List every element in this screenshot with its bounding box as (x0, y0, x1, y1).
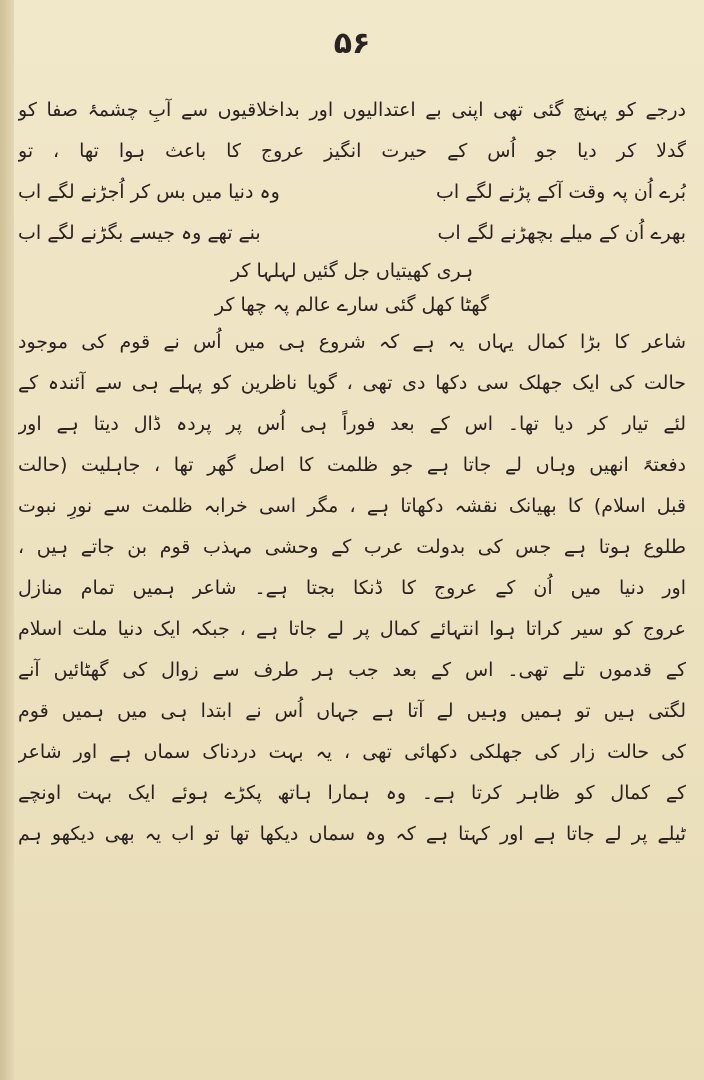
prose-line: ٹیلے پر لے جاتا ہے اور کہتا ہے کہ وہ سماں دیکھا تھا تو اب یہ بھی دیکھو ہم (18, 823, 686, 845)
prose-line: عروج کو سیر کراتا ہوا انتہائے کمال پر لے جاتا ہے ، جبکہ ایک دنیا ملت اسلام (18, 618, 686, 640)
verse-couplet (18, 172, 686, 213)
verse-couplet (18, 213, 686, 254)
prose-line: کے کمال کو ظاہر کرتا ہے۔ وہ ہمارا ہاتھ پکڑے ہوئے ایک بہت اونچے (18, 782, 686, 804)
page-text (18, 90, 686, 855)
verse-hemistich: وہ دنیا میں بس کر اُجڑنے لگے اب (18, 181, 280, 203)
prose-line: کے قدموں تلے تھی۔ اس کے بعد جب ہر طرف سے زوال کی گھٹائیں آنے (18, 659, 686, 681)
prose-line: درجے کو پہنچ گئی تھی اپنی بے اعتدالیوں اور بداخلاقیوں سے آبِ چشمۂ صفا کو (18, 99, 686, 121)
prose-line: گدلا کر دیا جو اُس کے حیرت انگیز عروج کا باعث ہوا تھا ، تو (18, 140, 686, 162)
page-number: ۵۶ (333, 26, 371, 61)
verse-line: ہری کھیتیاں جل گئیں لہلہا کر (230, 260, 474, 282)
verse-hemistich: بنے تھے وہ جیسے بگڑنے لگے اب (18, 222, 261, 244)
prose-line: طلوع ہوتا ہے جس کی بدولت عرب کے وحشی مہذب قوم بن جاتے ہیں ، (18, 536, 686, 558)
prose-line: لگتی ہیں تو ہمیں وہیں لے آتا ہے جہاں اُس نے ابتدا ہی میں ہمیں قوم (18, 700, 686, 722)
prose-line: کی حالت زار کی جھلکی دکھائی تھی ، یہ بہت دردناک سماں ہے اور شاعر (18, 741, 686, 763)
verse-hemistich: بھرے اُن کے میلے بچھڑنے لگے اب (437, 222, 686, 244)
verse-line: گھٹا کھل گئی سارے عالم پہ چھا کر (214, 294, 490, 316)
prose-line: شاعر کا بڑا کمال یہاں یہ ہے کہ شروع ہی میں اُس نے قوم کی موجود (18, 331, 686, 353)
prose-line: لئے تیار کر دیا تھا۔ اس کے بعد فوراً ہی اُس پر پردہ ڈال دیتا ہے اور (18, 413, 686, 435)
prose-line: اور دنیا میں اُن کے عروج کا ڈنکا بجتا ہے۔ شاعر ہمیں تمام منازل (18, 577, 686, 599)
prose-line: دفعتہً انھیں وہاں لے جاتا ہے جو ظلمت کا اصل گھر تھا ، جاہلیت (حالت (18, 454, 686, 476)
prose-line: حالت کی ایک جھلک سی دکھا دی تھی ، گویا ناظرین کو پہلے ہی سے آئندہ کے (18, 372, 686, 394)
verse-hemistich: بُرے اُن پہ وقت آکے پڑنے لگے اب (436, 181, 686, 203)
prose-line: قبل اسلام) کا بھیانک نقشہ دکھاتا ہے ، مگر اسی خرابہ ظلمت سے نورِ نبوت (18, 495, 686, 517)
page-gutter-edge (0, 0, 14, 1080)
